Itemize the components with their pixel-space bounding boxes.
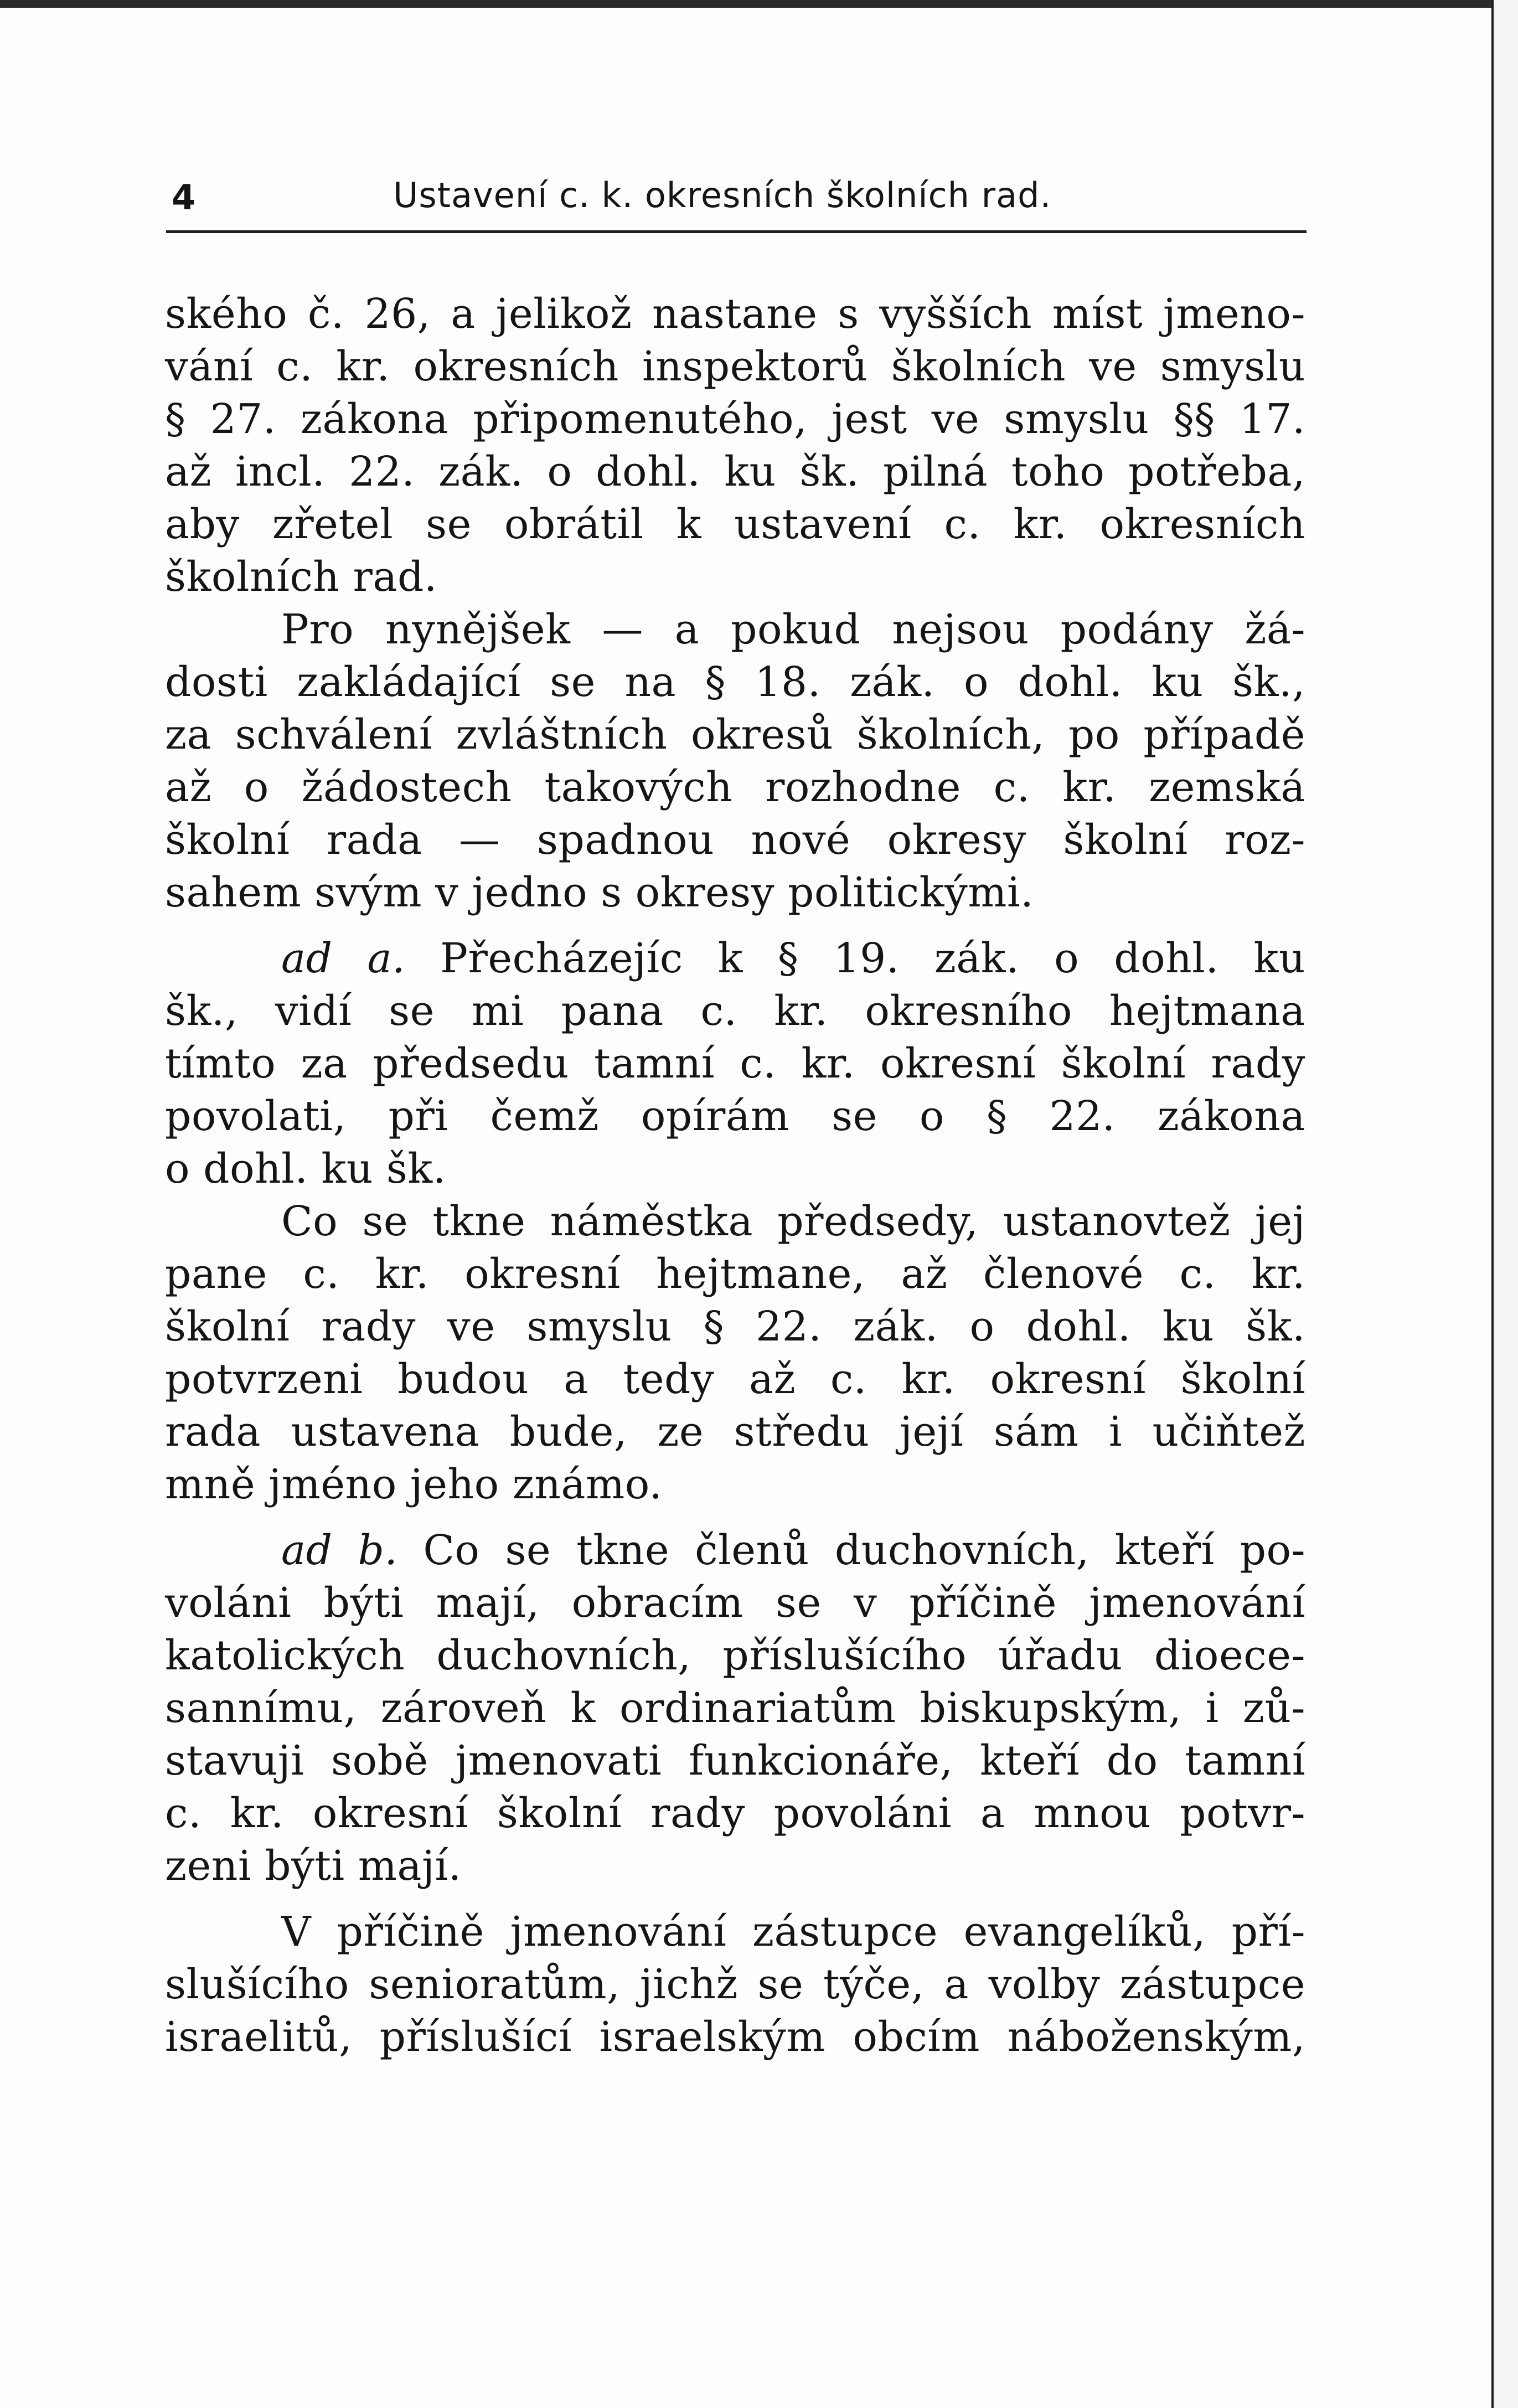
- header-rule: [166, 230, 1307, 233]
- paragraph-4: [165, 1195, 1305, 1511]
- text-line: o dohl. ku šk.: [165, 1145, 446, 1193]
- text-line: dosti zakládající se na § 18. zák. o dohl. ku šk.,: [165, 658, 1305, 706]
- text-line: [165, 1524, 1305, 1577]
- text-line: sannímu, zároveň k ordinariatům biskupským, i zů-: [165, 1684, 1305, 1732]
- text-line: až incl. 22. zák. o dohl. ku šk. pilná toho potřeba,: [165, 448, 1305, 496]
- text-line: Co se tkne náměstka předsedy, ustanovtež jej: [281, 1198, 1305, 1245]
- text-line: mně jméno jeho známo.: [165, 1461, 663, 1508]
- text-line: až o žádostech takových rozhodne c. kr. zemská: [165, 764, 1305, 811]
- text-line: vání c. kr. okresních inspektorů školních ve smyslu: [165, 343, 1305, 390]
- paragraph-ad-b: [165, 1524, 1305, 1893]
- text-line: V příčině jmenování zástupce evangelíků, pří-: [281, 1908, 1305, 1956]
- text-line-rest: Co se tkne členů duchovních, kteří po-: [423, 1527, 1306, 1574]
- text-line: c. kr. okresní školní rady povoláni a mnou potvr-: [165, 1790, 1305, 1837]
- paragraph-6: [165, 1906, 1305, 2064]
- paragraph-gap: [165, 1511, 1305, 1524]
- text-line: školní rady ve smyslu § 22. zák. o dohl. ku šk.: [165, 1303, 1305, 1350]
- text-line: [165, 932, 1305, 985]
- text-line: zeni býti mají.: [165, 1842, 462, 1890]
- text-line: pane c. kr. okresní hejtmane, až členové c. kr.: [165, 1250, 1305, 1298]
- page-header: [166, 166, 1301, 227]
- text-line: slušícího senioratům, jichž se týče, a volby zástupce: [165, 1961, 1305, 2008]
- text-line: za schválení zvláštních okresů školních, po případě: [165, 711, 1305, 759]
- paragraph-1: [165, 288, 1305, 604]
- paragraph-gap: [165, 919, 1305, 932]
- text-line: katolických duchovních, příslušícího úřadu dioece-: [165, 1632, 1305, 1679]
- body-text: [165, 288, 1305, 2064]
- text-line: potvrzeni budou a tedy až c. kr. okresní školní: [165, 1355, 1305, 1403]
- scan-top-edge: [0, 0, 1518, 8]
- section-lead-ad-b: ad b.: [281, 1527, 398, 1574]
- section-lead-ad-a: ad a.: [281, 935, 406, 982]
- scan-right-edge: [1491, 0, 1518, 2408]
- text-line: školních rad.: [165, 553, 437, 601]
- text-line-rest: Přecházejíc k § 19. zák. o dohl. ku: [440, 935, 1305, 982]
- text-line: Pro nynějšek — a pokud nejsou podány žá-: [281, 606, 1305, 653]
- text-line: šk., vidí se mi pana c. kr. okresního hejtmana: [165, 987, 1305, 1035]
- running-title: Ustavení c. k. okresních školních rad.: [393, 175, 1052, 215]
- page-number: 4: [172, 177, 196, 218]
- text-line: sahem svým v jedno s okresy politickými.: [165, 869, 1034, 916]
- text-line: § 27. zákona připomenutého, jest ve smyslu §§ 17.: [165, 395, 1305, 443]
- text-line: tímto za předsedu tamní c. kr. okresní školní rady: [165, 1040, 1305, 1087]
- text-line: školní rada — spadnou nové okresy školní roz-: [165, 816, 1305, 864]
- text-line: aby zřetel se obrátil k ustavení c. kr. okresních: [165, 501, 1305, 548]
- paragraph-2: [165, 604, 1305, 919]
- text-line: povolati, při čemž opírám se o § 22. zákona: [165, 1092, 1305, 1140]
- text-line: israelitů, příslušící israelským obcím náboženským,: [165, 2013, 1305, 2061]
- text-line: stavuji sobě jmenovati funkcionáře, kteří do tamní: [165, 1737, 1305, 1785]
- text-line: ského č. 26, a jelikož nastane s vyšších míst jmeno-: [165, 290, 1305, 338]
- text-line: rada ustavena bude, ze středu její sám i učiňtež: [165, 1408, 1305, 1456]
- paragraph-ad-a: [165, 932, 1305, 1195]
- paragraph-gap: [165, 1893, 1305, 1906]
- text-line: voláni býti mají, obracím se v příčině jmenování: [165, 1579, 1305, 1627]
